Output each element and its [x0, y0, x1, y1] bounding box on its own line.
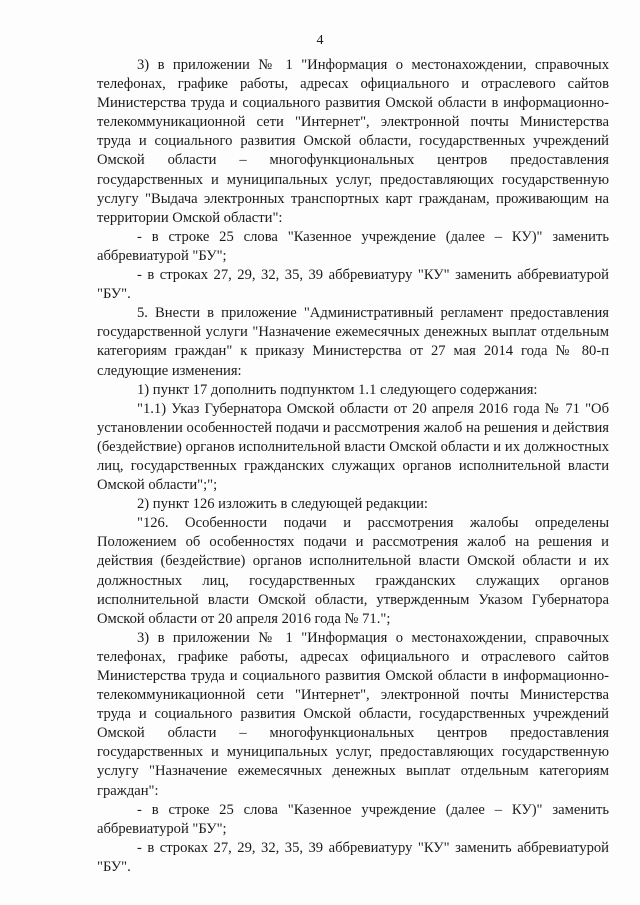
paragraph-point126-revision: 2) пункт 126 изложить в следующей редакции:: [137, 496, 428, 513]
paragraph-rows-change: - в строках 27, 29, 32, 35, 39 аббревиатуру "КУ" заменить аббревиатурой "БУ".: [97, 267, 609, 303]
paragraph-rows-change-2: - в строках 27, 29, 32, 35, 39 аббревиатуру "КУ" заменить аббревиатурой "БУ".: [97, 839, 609, 875]
document-body: [97, 56, 609, 877]
paragraph-point17-addition: 1) пункт 17 дополнить подпунктом 1.1 следующего содержания:: [137, 381, 538, 398]
paragraph-row25-change: - в строке 25 слова "Казенное учреждение (далее – КУ)" заменить аббревиатурой "БУ";: [97, 228, 609, 264]
paragraph-subpoint-1-1-text: "1.1) Указ Губернатора Омской области от 20 апреля 2016 года № 71 "Об установлении особенностей подачи и рассмотрения жалоб на решения и действия (бездействие) органов исполнительной власти Омской области и их должностных лиц, государственных гражданских служащих органов исполнительной власти Омской области";";: [97, 400, 609, 494]
paragraph-row25-change-2: - в строке 25 слова "Казенное учреждение (далее – КУ)" заменить аббревиатурой "БУ";: [97, 801, 609, 837]
page-number: 4: [316, 33, 324, 48]
paragraph-item5-regulation: 5. Внести в приложение "Административный регламент предоставления государственной услуги "Назначение ежемесячных денежных выплат отдельным категориям граждан" к приказу Министерства от 27 мая 2014 года № 80-п следующие изменения:: [97, 305, 609, 379]
paragraph-point126-text: "126. Особенности подачи и рассмотрения жалобы определены Положением об особенностях подачи и рассмотрения жалоб на решения и действия (бездействие) органов исполнительной власти Омской области и их должностных лиц, государственных гражданских служащих органов исполнительной власти Омской области, утвержденным Указом Губернатора Омской области от 20 апреля 2016 года № 71.";: [97, 515, 609, 627]
paragraph-annex1-amendment-2: 3) в приложении № 1 "Информация о местонахождении, справочных телефонах, графике работы, адресах официального и отраслевого сайтов Министерства труда и социального развития Омской области в информационно-телекоммуникационной сети "Интернет", электронной почты Министерства труда и социального развития Омской области, государственных учреждений Омской области – многофункциональных центров предоставления государственных и муниципальных услуг, предоставляющих государственную услугу "Назначение ежемесячных денежных выплат отдельным категориям граждан":: [97, 629, 609, 799]
paragraph-annex1-amendment: 3) в приложении № 1 "Информация о местонахождении, справочных телефонах, графике работы, адресах официального и отраслевого сайтов Министерства труда и социального развития Омской области в информационно-телекоммуникационной сети "Интернет", электронной почты Министерства труда и социального развития Омской области, государственных учреждений Омской области – многофункциональных центров предоставления государственных и муниципальных услуг, предоставляющих государственную услугу "Выдача электронных транспортных карт гражданам, проживающим на территории Омской области":: [97, 57, 609, 226]
